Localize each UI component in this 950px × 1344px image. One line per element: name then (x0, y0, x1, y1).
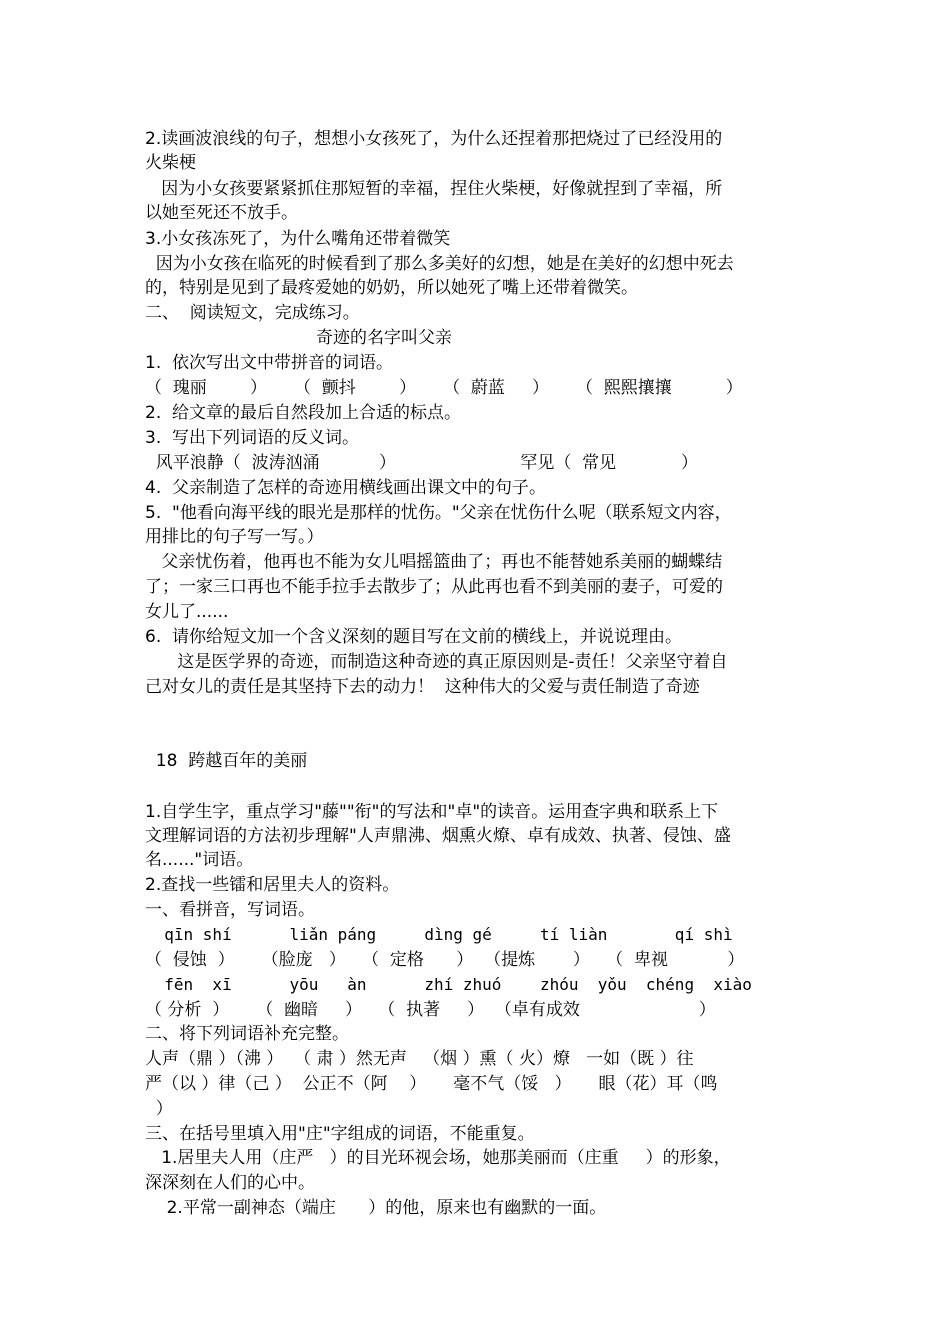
answer-2: 因为小女孩要紧紧抓住那短暂的幸福，捏住火柴梗，好像就捏到了幸福，所 (145, 179, 723, 199)
passage-title: 奇迹的名字叫父亲 (316, 328, 452, 348)
section-2-heading: 二、 阅读短文，完成练习。 (145, 303, 360, 323)
goal-1: 1.自学生字，重点学习"藤""衔"的写法和"卓"的读音。运用查字典和联系上下 (145, 802, 719, 822)
zhuang-2: 2.平常一副神态（端庄 ）的他，原来也有幽默的一面。 (145, 1198, 607, 1218)
question-2-cont: 火柴梗 (145, 153, 196, 173)
passage-q4: 4. 父亲制造了怎样的奇迹用横线画出课文中的句子。 (145, 478, 547, 498)
passage-q5-cont: 用排比的句子写一写。） (145, 527, 324, 547)
passage-q5-answer: 父亲忧伤着，他再也不能为女儿唱摇篮曲了；再也不能替她系美丽的蝴蝶结 (145, 552, 723, 572)
pinyin-row-1: qīn shí liǎn páng dìng gé tí liàn qí shì (145, 925, 733, 944)
zhuang-1: 1.居里夫人用（庄严 ）的目光环视会场，她那美丽而（庄重 ）的形象， (145, 1148, 731, 1168)
goal-1-end: 名......"词语。 (145, 850, 254, 870)
goal-2: 2.查找一些镭和居里夫人的资料。 (145, 875, 400, 895)
passage-q5: 5. "他看向海平线的眼光是那样的忧伤。"父亲在忧伤什么呢（联系短文内容， (145, 503, 732, 523)
passage-q6-answer: 这是医学界的奇迹，而制造这种奇迹的真正原因则是-责任！父亲坚守着自 (145, 652, 728, 672)
answer-2-cont: 以她至死还不放手。 (145, 203, 298, 223)
exercise-2-heading: 二、将下列词语补充完整。 (145, 1024, 349, 1044)
lesson-title: 18 跨越百年的美丽 (145, 751, 308, 771)
passage-q5-answer-end: 女儿了...... (145, 602, 229, 622)
pinyin-row-2: fēn xī yōu àn zhí zhuó zhóu yǒu chéng xiào (145, 975, 752, 994)
fill-row-3: ） (145, 1099, 173, 1119)
answer-3: 因为小女孩在临死的时候看到了那么多美好的幻想，她是在美好的幻想中死去 (145, 254, 734, 274)
exercise-3-heading: 三、在括号里填入用"庄"字组成的词语，不能重复。 (145, 1124, 535, 1144)
goal-1-cont: 文理解词语的方法初步理解"人声鼎沸、烟熏火燎、卓有成效、执著、侵蚀、盛 (145, 826, 731, 846)
question-2: 2.读画波浪线的句子，想想小女孩死了，为什么还捏着那把烧过了已经没用的 (145, 129, 723, 149)
exercise-1-heading: 一、看拼音，写词语。 (145, 900, 315, 920)
passage-q6-answer-cont: 己对女儿的责任是其坚持下去的动力！ 这种伟大的父爱与责任制造了奇迹 (145, 677, 700, 697)
question-3: 3.小女孩冻死了，为什么嘴角还带着微笑 (145, 229, 451, 249)
passage-q3: 3. 写出下列词语的反义词。 (145, 428, 360, 448)
passage-q1-answer: （ 瑰丽 ） （ 颤抖 ） （ 蔚蓝 ） （ 熙熙攘攘 ） (145, 378, 743, 398)
fill-row-2: 严（以 ）律（己 ） 公正不（阿 ） 毫不气（馁 ） 眼（花）耳（鸣 (145, 1074, 718, 1094)
passage-q5-answer-cont: 了；一家三口再也不能手拉手去散步了；从此再也看不到美丽的妻子，可爱的 (145, 577, 723, 597)
passage-q3-answer: 风平浪静（ 波涛汹涌 ） 罕见（ 常见 ） (145, 453, 698, 473)
words-row-1: （ 侵蚀 ） （脸庞 ） （ 定格 ） （提炼 ） （ 卑视 ） (145, 950, 745, 970)
zhuang-1-cont: 深深刻在人们的心中。 (145, 1173, 315, 1193)
fill-row-1: 人声（鼎 ）（沸 ） （ 肃 ）然无声 （烟 ）熏（ 火）燎 一如（既 ）往 (145, 1049, 694, 1069)
passage-q6: 6. 请你给短文加一个含义深刻的题目写在文前的横线上，并说说理由。 (145, 627, 683, 647)
passage-q1: 1. 依次写出文中带拼音的词语。 (145, 353, 394, 373)
passage-q2: 2. 给文章的最后自然段加上合适的标点。 (145, 403, 462, 423)
answer-3-cont: 的，特别是见到了最疼爱她的奶奶，所以她死了嘴上还带着微笑。 (145, 278, 638, 298)
words-row-2: （ 分析 ） （ 幽暗 ） （ 执著 ） （卓有成效 ） (145, 1000, 716, 1020)
